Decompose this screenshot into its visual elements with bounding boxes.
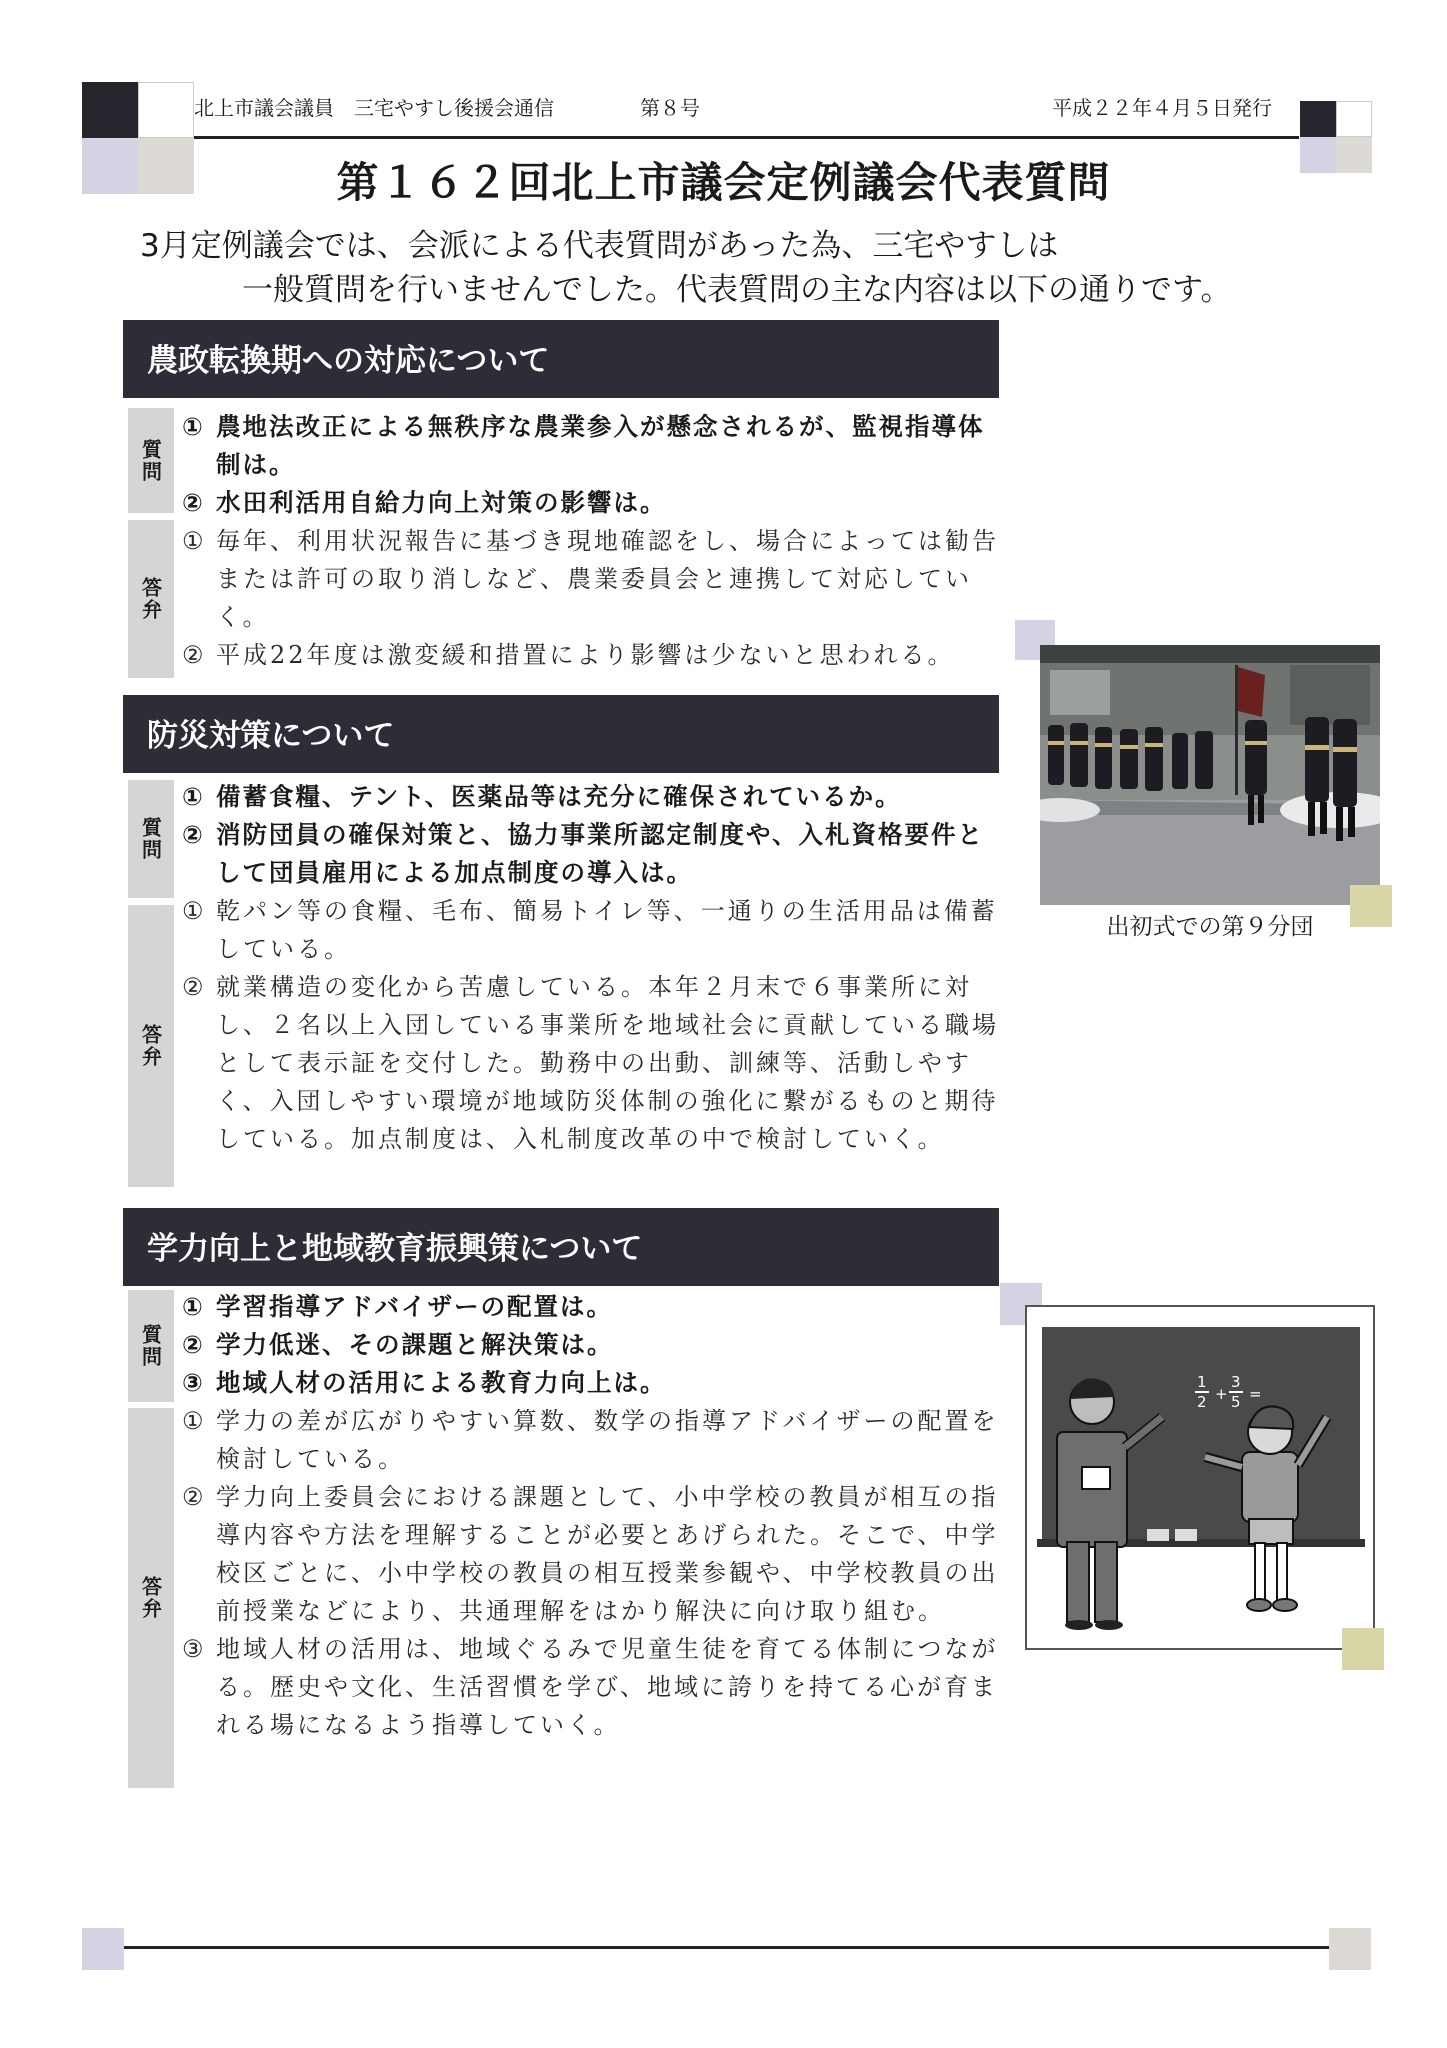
answer-item: ① 乾パン等の食糧、毛布、簡易トイレ等、一通りの生活用品は備蓄している。 [182,897,998,963]
question-label: 質問 [128,408,174,513]
decor-square [1336,101,1372,137]
page-title: 第１６２回北上市議会定例議会代表質問 [336,158,1111,207]
decor-square [1329,1928,1371,1970]
question-item: ① 備蓄食糧、テント、医薬品等は充分に確保されているか。 [182,782,902,811]
answer-label: 答弁 [128,905,174,1187]
svg-text:+: + [1215,1385,1228,1403]
answer-list [182,892,1002,1158]
question-item: ② 消防団員の確保対策と、協力事業所認定制度や、入札資格要件として団員雇用による加点制度の導入は。 [182,820,985,887]
answer-item: ② 平成22年度は激変緩和措置により影響は少ないと思われる。 [182,641,955,669]
parade-photo-illustration [1040,645,1380,905]
header-rule [194,136,1299,139]
section-heading: 学力向上と地域教育振興策について [123,1208,999,1286]
question-list [182,408,1002,522]
intro-line-1: 3月定例議会では、会派による代表質問があった為、三宅やすしは [140,228,1059,264]
answer-list [182,1402,1002,1744]
question-label: 質問 [128,780,174,898]
answer-item: ③ 地域人材の活用は、地域ぐるみで児童生徒を育てる体制につながる。歴史や文化、生活習慣を学び、地域に誇りを持てる心が育まれる場になるよう指導していく。 [182,1635,999,1739]
answer-label: 答弁 [128,520,174,678]
question-item: ② 水田利活用自給力向上対策の影響は。 [182,488,667,517]
question-item: ② 学力低迷、その課題と解決策は。 [182,1330,614,1359]
svg-text:=: = [1249,1385,1262,1403]
decor-square [1342,1628,1384,1670]
question-item: ① 学習指導アドバイザーの配置は。 [182,1292,614,1321]
svg-text:1: 1 [1197,1373,1207,1391]
answer-item: ② 就業構造の変化から苦慮している。本年２月末で６事業所に対し、２名以上入団している事業所を地域社会に貢献している職場として表示証を交付した。勤務中の出動、訓練等、活動しやすく、入団しやすい環境が地域防災体制の強化に繋がるものと期待している。加点制度は、入札制度改革の中で検討していく。 [182,973,999,1153]
question-item: ① 農地法改正による無秩序な農業参入が懸念されるが、監視指導体制は。 [182,412,985,479]
header-newsletter-name: 北上市議会議員 三宅やすし後援会通信 [194,96,554,120]
section-heading: 防災対策について [123,695,999,773]
classroom-illustration [1025,1305,1375,1650]
svg-text:5: 5 [1231,1393,1241,1411]
decor-square [138,82,194,138]
section-heading: 農政転換期への対応について [123,320,999,398]
decor-square [1300,101,1336,137]
answer-item: ① 学力の差が広がりやすい算数、数学の指導アドバイザーの配置を検討している。 [182,1407,999,1473]
photo-fire-brigade-parade [1040,645,1380,905]
intro-line-2: 一般質問を行いませんでした。代表質問の主な内容は以下の通りです。 [242,272,1232,308]
footer-rule [124,1946,1329,1949]
question-list [182,778,1002,892]
question-label: 質問 [128,1290,174,1402]
photo-caption: 出初式での第９分団 [1106,914,1314,940]
svg-text:3: 3 [1231,1373,1241,1391]
answer-item: ① 毎年、利用状況報告に基づき現地確認をし、場合によっては勧告または許可の取り消しなど、農業委員会と連携して対応していく。 [182,527,999,631]
header-issue-date: 平成２２年４月５日発行 [1052,96,1272,120]
header-issue-number: 第８号 [640,96,700,120]
teacher-student-blackboard-drawing [1027,1307,1373,1648]
question-list [182,1288,1002,1402]
answer-label: 答弁 [128,1408,174,1788]
decor-square [82,1928,124,1970]
answer-list [182,522,1002,674]
answer-item: ② 学力向上委員会における課題として、小中学校の教員が相互の指導内容や方法を理解することが必要とあげられた。そこで、中学校区ごとに、小中学校の教員の相互授業参観や、中学校教員の出前授業などにより、共通理解をはかり解決に向け取り組む。 [182,1483,999,1625]
decor-square [82,82,138,138]
svg-text:2: 2 [1197,1393,1207,1411]
question-item: ③ 地域人材の活用による教育力向上は。 [182,1368,667,1397]
